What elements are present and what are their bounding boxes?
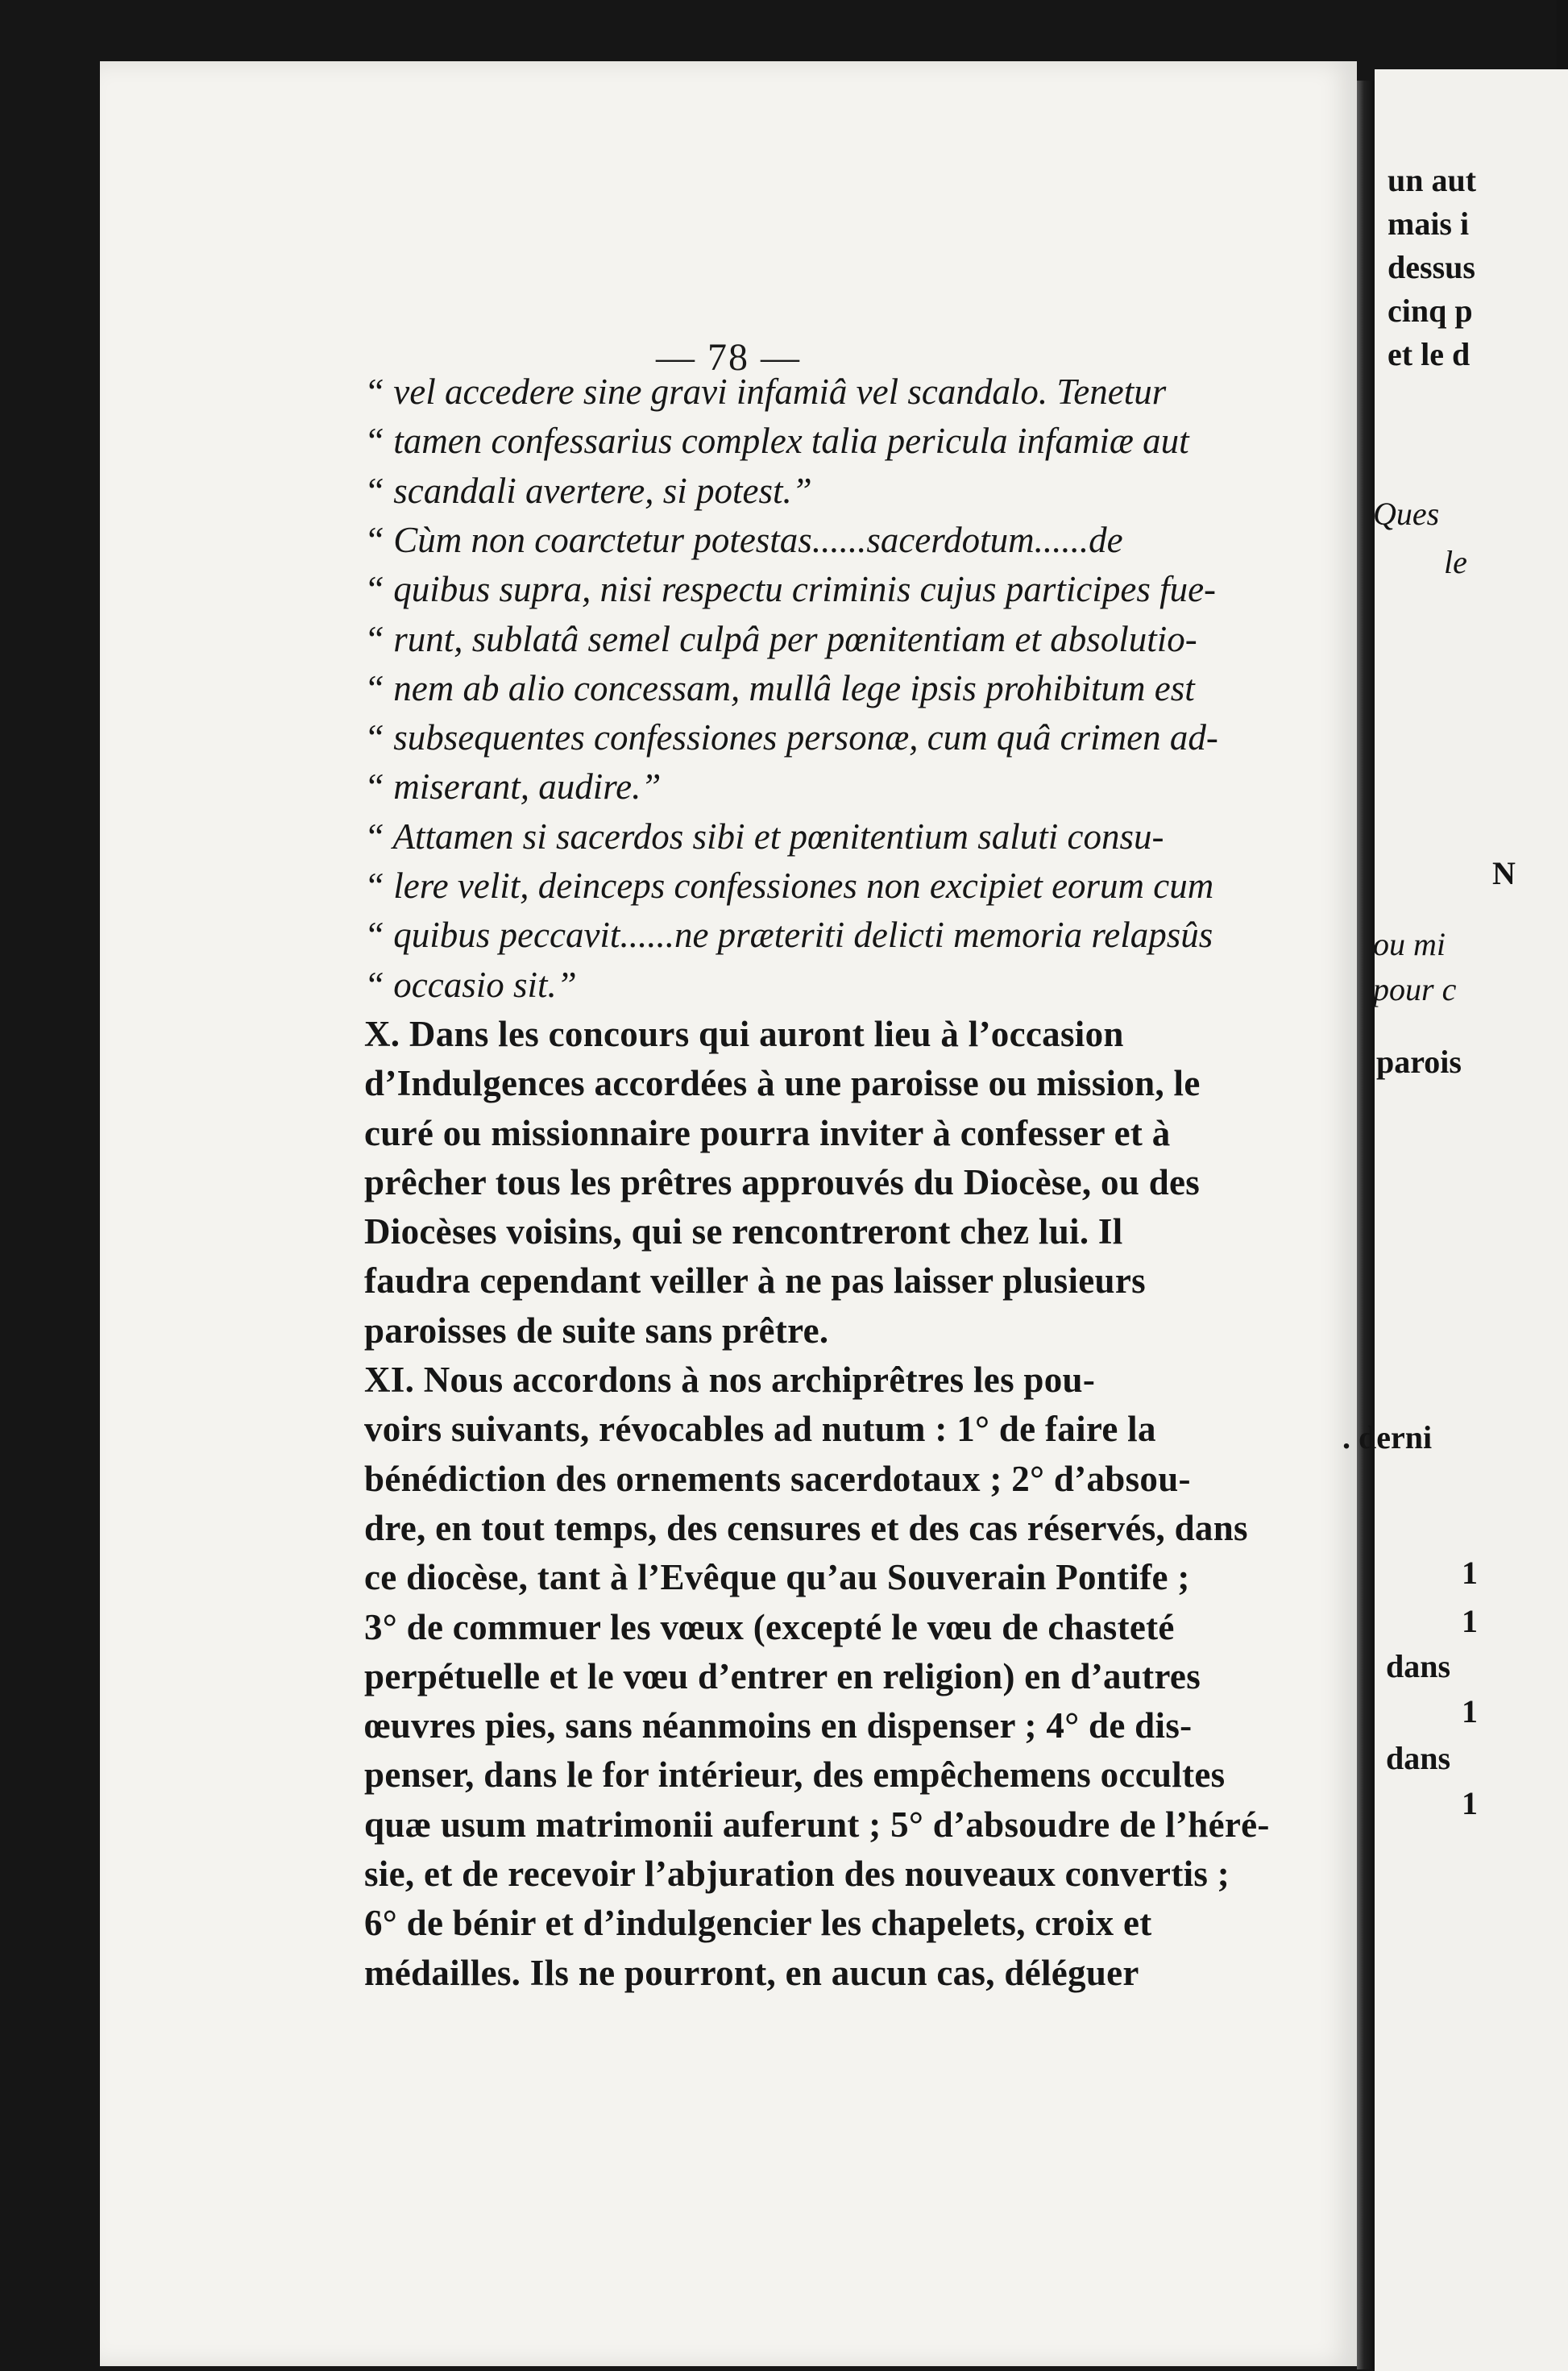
facing-text-fragment: pour c <box>1373 971 1457 1007</box>
text-line: “ runt, sublatâ semel culpâ per pœnitentiam et absolutio- <box>364 619 1197 659</box>
page-number: — 78 — <box>656 336 801 379</box>
text-line: “ miserant, audire.” <box>364 766 662 807</box>
facing-text-fragment: 1 <box>1462 1785 1478 1821</box>
text-line: “ scandali avertere, si potest.” <box>364 471 812 511</box>
facing-text-fragment: Ques <box>1373 496 1440 532</box>
text-line: perpétuelle et le vœu d’entrer en religion) en d’autres <box>364 1656 1201 1696</box>
text-line: dre, en tout temps, des censures et des cas réservés, dans <box>364 1508 1248 1548</box>
facing-text-fragment: ou mi <box>1373 926 1446 962</box>
text-line: “ vel accedere sine gravi infamiâ vel scandalo. Tenetur <box>364 372 1167 412</box>
text-line: bénédiction des ornements sacerdotaux ; 2° d’absou- <box>364 1459 1191 1499</box>
text-line: voirs suivants, révocables ad nutum : 1° de faire la <box>364 1409 1156 1449</box>
text-line: sie, et de recevoir l’abjuration des nouveaux convertis ; <box>364 1854 1230 1894</box>
facing-text-fragment: le <box>1444 544 1467 580</box>
text-line: “ nem ab alio concessam, mullâ lege ipsis prohibitum est <box>364 668 1195 708</box>
facing-text-fragment: . derni <box>1342 1419 1433 1455</box>
book-gutter <box>1357 81 1375 2369</box>
facing-text-fragment: dans <box>1386 1740 1451 1776</box>
text-line: “ tamen confessarius complex talia pericula infamiæ aut <box>364 421 1189 461</box>
text-line: “ occasio sit.” <box>364 965 577 1005</box>
facing-text-fragment: et le d <box>1388 336 1471 372</box>
facing-text-fragment: un aut <box>1388 162 1477 198</box>
facing-text-fragment: 1 <box>1462 1603 1478 1639</box>
text-line: quæ usum matrimonii auferunt ; 5° d’absoudre de l’héré- <box>364 1804 1270 1845</box>
text-line: “ Attamen si sacerdos sibi et pœnitentium saluti consu- <box>364 816 1164 857</box>
facing-text-fragment: dessus <box>1388 249 1475 285</box>
facing-text-fragment: mais i <box>1388 206 1470 242</box>
facing-text-fragment: dans <box>1386 1648 1451 1684</box>
text-line: “ quibus peccavit......ne præteriti delicti memoria relapsûs <box>364 915 1213 955</box>
text-line: curé ou missionnaire pourra inviter à confesser et à <box>364 1113 1171 1153</box>
text-line: “ Cùm non coarctetur potestas......sacerdotum......de <box>364 520 1123 560</box>
text-line: faudra cependant veiller à ne pas laisser plusieurs <box>364 1260 1146 1301</box>
text-line: “ subsequentes confessiones personæ, cum quâ crimen ad- <box>364 717 1218 758</box>
text-line: œuvres pies, sans néanmoins en dispenser ; 4° de dis- <box>364 1705 1193 1746</box>
text-line: médailles. Ils ne pourront, en aucun cas, déléguer <box>364 1953 1139 1993</box>
facing-text-fragment: cinq p <box>1388 293 1473 329</box>
text-line: “ quibus supra, nisi respectu criminis cujus participes fue- <box>364 569 1217 609</box>
text-line: Diocèses voisins, qui se rencontreront chez lui. Il <box>364 1211 1123 1252</box>
facing-page <box>1342 69 1568 2371</box>
text-line: X. Dans les concours qui auront lieu à l’occasion <box>364 1014 1124 1054</box>
text-line: “ lere velit, deinceps confessiones non excipiet eorum cum <box>364 866 1214 906</box>
text-line: XI. Nous accordons à nos archiprêtres les pou- <box>364 1360 1096 1400</box>
facing-text-fragment: 1 <box>1462 1555 1478 1591</box>
text-line: paroisses de suite sans prêtre. <box>364 1310 829 1351</box>
text-line: 3° de commuer les vœux (excepté le vœu de chasteté <box>364 1607 1175 1647</box>
text-line: 6° de bénir et d’indulgencier les chapelets, croix et <box>364 1903 1152 1943</box>
facing-text-fragment: 1 <box>1462 1693 1478 1729</box>
facing-text-fragment: N <box>1492 855 1516 891</box>
text-line: d’Indulgences accordées à une paroisse ou mission, le <box>364 1063 1201 1103</box>
text-line: prêcher tous les prêtres approuvés du Diocèse, ou des <box>364 1162 1201 1202</box>
text-line: ce diocèse, tant à l’Evêque qu’au Souverain Pontife ; <box>364 1557 1190 1597</box>
facing-text-fragment: parois <box>1376 1044 1462 1080</box>
text-line: penser, dans le for intérieur, des empêchemens occultes <box>364 1754 1226 1795</box>
